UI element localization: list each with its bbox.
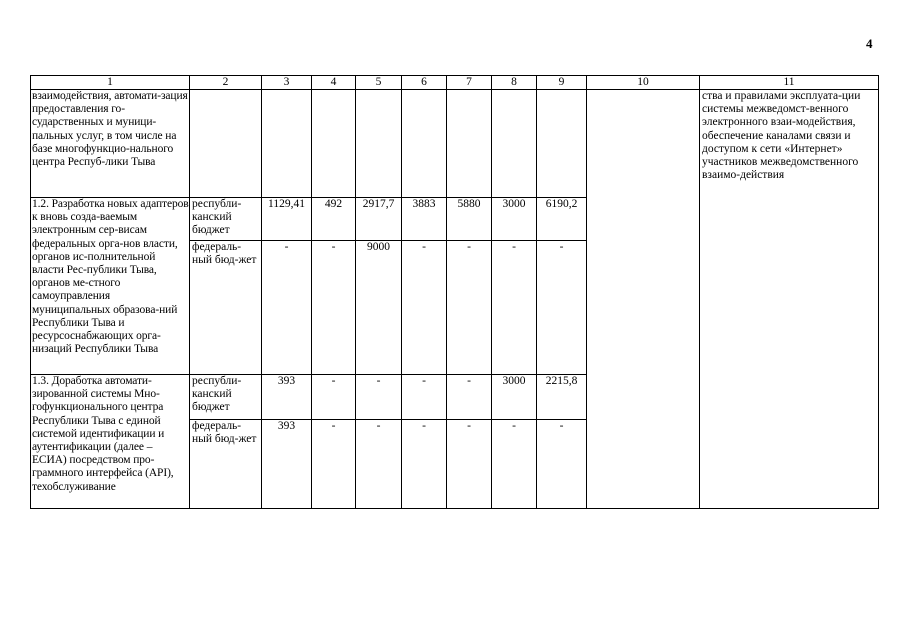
value-cell: - xyxy=(492,241,537,375)
value-cell: - xyxy=(402,420,447,509)
value-cell: - xyxy=(262,241,312,375)
source-cell: федераль-ный бюд-жет xyxy=(190,420,262,509)
header-cell: 10 xyxy=(587,76,700,90)
value-cell: 3883 xyxy=(402,198,447,241)
value-cell: - xyxy=(447,241,492,375)
value-cell: 3000 xyxy=(492,198,537,241)
value-cell xyxy=(402,90,447,198)
source-cell: республи-канский бюджет xyxy=(190,198,262,241)
program-table xyxy=(30,75,879,509)
value-cell: - xyxy=(356,420,402,509)
value-cell: 3000 xyxy=(492,375,537,420)
source-cell xyxy=(190,90,262,198)
header-cell: 4 xyxy=(312,76,356,90)
value-cell xyxy=(262,90,312,198)
source-cell: республи-канский бюджет xyxy=(190,375,262,420)
value-cell: 393 xyxy=(262,420,312,509)
executor-cell xyxy=(587,90,700,509)
header-cell: 9 xyxy=(537,76,587,90)
value-cell: 2917,7 xyxy=(356,198,402,241)
measure-cell: 1.2. Разработка новых адаптеров к вновь созда-ваемым электронным сер-висам федеральных орга-нов власти, органов ис-полнительной власти Рес-публики Тыва, органов ме-стного самоуправления муниципальных образова-ний Республики Тыва и ресурсоснабжающих орга-низаций Республики Тыва xyxy=(31,198,190,375)
header-cell: 2 xyxy=(190,76,262,90)
header-row xyxy=(31,76,879,90)
value-cell: - xyxy=(537,241,587,375)
value-cell: 492 xyxy=(312,198,356,241)
header-cell: 5 xyxy=(356,76,402,90)
header-cell: 6 xyxy=(402,76,447,90)
value-cell: - xyxy=(492,420,537,509)
value-cell: - xyxy=(447,375,492,420)
header-cell: 1 xyxy=(31,76,190,90)
header-cell: 8 xyxy=(492,76,537,90)
value-cell: 5880 xyxy=(447,198,492,241)
value-cell: 393 xyxy=(262,375,312,420)
value-cell: - xyxy=(356,375,402,420)
value-cell xyxy=(492,90,537,198)
value-cell: 6190,2 xyxy=(537,198,587,241)
source-cell: федераль-ный бюд-жет xyxy=(190,241,262,375)
header-cell: 11 xyxy=(700,76,879,90)
page-number: 4 xyxy=(866,36,873,51)
table-row xyxy=(31,90,879,198)
measure-cell: взаимодействия, автомати-зация предоставления го-сударственных и муници-пальных услуг, в том числе на базе многофункцио-нального центра Респуб-лики Тыва xyxy=(31,90,190,198)
value-cell: - xyxy=(312,375,356,420)
value-cell xyxy=(312,90,356,198)
value-cell: - xyxy=(312,241,356,375)
value-cell xyxy=(447,90,492,198)
value-cell: 9000 xyxy=(356,241,402,375)
value-cell: 2215,8 xyxy=(537,375,587,420)
value-cell xyxy=(537,90,587,198)
result-cell: ства и правилами эксплуата-ции системы межведомст-венного электронного взаи-модействия, обеспечение каналами связи и доступом к сети «Интернет» участников межведомственного взаимо-действия xyxy=(700,90,879,509)
value-cell: - xyxy=(402,375,447,420)
value-cell: - xyxy=(537,420,587,509)
measure-cell: 1.3. Доработка автомати-зированной системы Мно-гофункционального центра Республики Тыва с единой системой идентификации и аутентификации (далее – ЕСИА) посредством про-граммного интерфейса (API), техобслуживание xyxy=(31,375,190,509)
value-cell xyxy=(356,90,402,198)
header-cell: 7 xyxy=(447,76,492,90)
value-cell: - xyxy=(312,420,356,509)
value-cell: 1129,41 xyxy=(262,198,312,241)
header-cell: 3 xyxy=(262,76,312,90)
value-cell: - xyxy=(447,420,492,509)
value-cell: - xyxy=(402,241,447,375)
